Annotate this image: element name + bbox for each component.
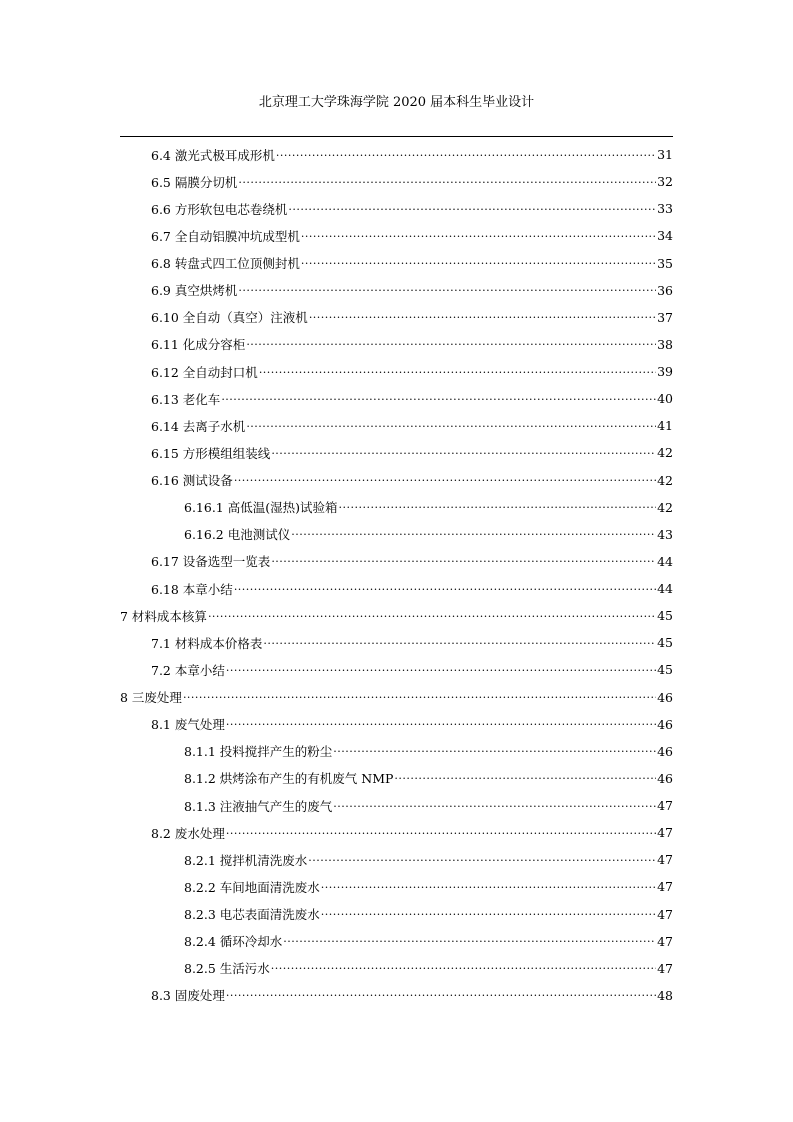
toc-dot-leader: [271, 446, 656, 460]
toc-dot-leader: [234, 473, 656, 487]
toc-entry[interactable]: [120, 222, 673, 249]
table-of-contents: [120, 141, 673, 1009]
toc-dot-leader: [238, 175, 656, 189]
toc-dot-leader: [288, 202, 656, 216]
toc-entry-title: 6.12 全自动封口机: [151, 364, 258, 380]
header-divider: [120, 136, 673, 137]
toc-entry-page-number: 44: [657, 581, 673, 597]
toc-entry[interactable]: [120, 765, 673, 792]
toc-entry-page-number: 47: [657, 852, 673, 868]
toc-entry-page-number: 47: [657, 825, 673, 841]
toc-entry-page-number: 38: [657, 336, 673, 352]
toc-entry-page-number: 35: [657, 255, 673, 271]
toc-entry-title: 6.15 方形模组组装线: [151, 445, 271, 461]
toc-dot-leader: [208, 609, 656, 623]
toc-entry-page-number: 47: [657, 933, 673, 949]
toc-entry-page-number: 34: [657, 228, 673, 244]
toc-dot-leader: [226, 826, 656, 840]
toc-dot-leader: [333, 799, 656, 813]
toc-entry-title: 6.9 真空烘烤机: [151, 283, 238, 299]
toc-entry-page-number: 32: [657, 174, 673, 190]
toc-entry[interactable]: [120, 385, 673, 412]
toc-entry[interactable]: [120, 928, 673, 955]
toc-entry-page-number: 48: [657, 987, 673, 1003]
toc-entry-page-number: 42: [657, 472, 673, 488]
toc-dot-leader: [221, 392, 656, 406]
toc-entry-title: 8.2.3 电芯表面清洗废水: [184, 907, 320, 923]
toc-entry-page-number: 46: [657, 716, 673, 732]
toc-entry-title: 7 材料成本核算: [120, 608, 207, 624]
toc-entry[interactable]: [120, 629, 673, 656]
toc-dot-leader: [271, 961, 656, 975]
toc-entry-title: 8.2.1 搅拌机清洗废水: [184, 852, 308, 868]
toc-dot-leader: [321, 880, 656, 894]
toc-entry-title: 8.2.4 循环冷却水: [184, 934, 283, 950]
toc-dot-leader: [183, 690, 656, 704]
toc-entry-page-number: 39: [657, 364, 673, 380]
toc-entry-page-number: 41: [657, 418, 673, 434]
toc-entry-title: 8 三废处理: [120, 690, 182, 706]
toc-entry-page-number: 47: [657, 960, 673, 976]
toc-entry[interactable]: [120, 901, 673, 928]
toc-entry[interactable]: [120, 738, 673, 765]
toc-dot-leader: [246, 337, 656, 351]
toc-entry-page-number: 46: [657, 689, 673, 705]
toc-entry-page-number: 42: [657, 445, 673, 461]
toc-entry-title: 8.2.2 车间地面清洗废水: [184, 879, 320, 895]
toc-entry-title: 6.14 去离子水机: [151, 418, 246, 434]
toc-dot-leader: [246, 419, 656, 433]
toc-dot-leader: [234, 582, 656, 596]
toc-dot-leader: [226, 988, 656, 1002]
toc-entry-title: 7.1 材料成本价格表: [151, 635, 263, 651]
toc-entry-page-number: 40: [657, 391, 673, 407]
toc-dot-leader: [226, 663, 656, 677]
toc-entry-page-number: 46: [657, 770, 673, 786]
toc-entry-page-number: 42: [657, 499, 673, 515]
toc-entry-title: 8.1.1 投料搅拌产生的粉尘: [184, 744, 333, 760]
toc-entry-title: 6.17 设备选型一览表: [151, 554, 271, 570]
toc-entry[interactable]: [120, 250, 673, 277]
toc-dot-leader: [271, 554, 656, 568]
toc-entry[interactable]: [120, 168, 673, 195]
toc-entry-page-number: 47: [657, 906, 673, 922]
toc-entry-page-number: 37: [657, 309, 673, 325]
toc-entry[interactable]: [120, 467, 673, 494]
toc-entry-title: 6.5 隔膜分切机: [151, 174, 238, 190]
toc-entry[interactable]: [120, 656, 673, 683]
toc-entry-page-number: 44: [657, 553, 673, 569]
toc-entry[interactable]: [120, 521, 673, 548]
toc-entry[interactable]: [120, 684, 673, 711]
toc-entry-title: 6.16.2 电池测试仪: [184, 527, 291, 543]
toc-dot-leader: [308, 853, 656, 867]
toc-entry-title: 8.2 废水处理: [151, 825, 225, 841]
toc-entry[interactable]: [120, 331, 673, 358]
toc-entry[interactable]: [120, 846, 673, 873]
toc-dot-leader: [226, 717, 656, 731]
toc-entry-title: 6.6 方形软包电芯卷绕机: [151, 201, 288, 217]
toc-entry-title: 6.7 全自动铝膜冲坑成型机: [151, 228, 300, 244]
toc-entry[interactable]: [120, 548, 673, 575]
toc-entry[interactable]: [120, 711, 673, 738]
toc-entry-title: 7.2 本章小结: [151, 662, 225, 678]
toc-entry[interactable]: [120, 304, 673, 331]
toc-entry-page-number: 46: [657, 743, 673, 759]
toc-dot-leader: [339, 500, 657, 514]
toc-entry[interactable]: [120, 439, 673, 466]
toc-dot-leader: [263, 636, 656, 650]
toc-entry-title: 6.18 本章小结: [151, 581, 233, 597]
toc-entry-title: 6.11 化成分容柜: [151, 337, 246, 353]
toc-entry[interactable]: [120, 141, 673, 168]
toc-dot-leader: [321, 907, 656, 921]
toc-entry-title: 6.16.1 高低温(湿热)试验箱: [184, 500, 338, 516]
toc-entry-page-number: 31: [657, 147, 673, 163]
toc-dot-leader: [283, 934, 656, 948]
toc-dot-leader: [301, 229, 656, 243]
toc-dot-leader: [291, 527, 656, 541]
toc-entry[interactable]: [120, 873, 673, 900]
toc-entry[interactable]: [120, 195, 673, 222]
toc-dot-leader: [309, 310, 656, 324]
toc-entry-title: 8.1.3 注液抽气产生的废气: [184, 798, 333, 814]
toc-dot-leader: [276, 148, 656, 162]
toc-entry[interactable]: [120, 792, 673, 819]
toc-entry-title: 8.1.2 烘烤涂布产生的有机废气 NMP: [184, 771, 394, 787]
toc-entry-title: 6.10 全自动（真空）注液机: [151, 310, 308, 326]
toc-entry-page-number: 36: [657, 282, 673, 298]
toc-entry[interactable]: [120, 982, 673, 1009]
toc-entry-title: 8.3 固废处理: [151, 988, 225, 1004]
toc-entry-title: 8.2.5 生活污水: [184, 961, 270, 977]
toc-dot-leader: [238, 283, 656, 297]
toc-dot-leader: [259, 365, 656, 379]
page-header: 北京理工大学珠海学院 2020 届本科生毕业设计: [258, 95, 535, 110]
toc-entry[interactable]: [120, 819, 673, 846]
toc-entry-page-number: 47: [657, 798, 673, 814]
toc-entry-page-number: 45: [657, 635, 673, 651]
toc-entry[interactable]: [120, 494, 673, 521]
toc-entry-page-number: 33: [657, 201, 673, 217]
toc-entry-title: 6.13 老化车: [151, 391, 221, 407]
toc-entry[interactable]: [120, 955, 673, 982]
toc-entry[interactable]: [120, 602, 673, 629]
toc-entry-title: 6.8 转盘式四工位顶侧封机: [151, 256, 300, 272]
toc-entry-title: 6.16 测试设备: [151, 473, 233, 489]
toc-entry[interactable]: [120, 412, 673, 439]
toc-entry[interactable]: [120, 277, 673, 304]
toc-entry-page-number: 45: [657, 662, 673, 678]
toc-entry-page-number: 43: [657, 526, 673, 542]
toc-entry-page-number: 45: [657, 608, 673, 624]
toc-entry[interactable]: [120, 358, 673, 385]
toc-dot-leader: [301, 256, 656, 270]
toc-entry-title: 8.1 废气处理: [151, 717, 225, 733]
toc-entry[interactable]: [120, 575, 673, 602]
toc-entry-page-number: 47: [657, 879, 673, 895]
toc-entry-title: 6.4 激光式极耳成形机: [151, 147, 275, 163]
toc-dot-leader: [394, 771, 656, 785]
toc-dot-leader: [333, 744, 656, 758]
